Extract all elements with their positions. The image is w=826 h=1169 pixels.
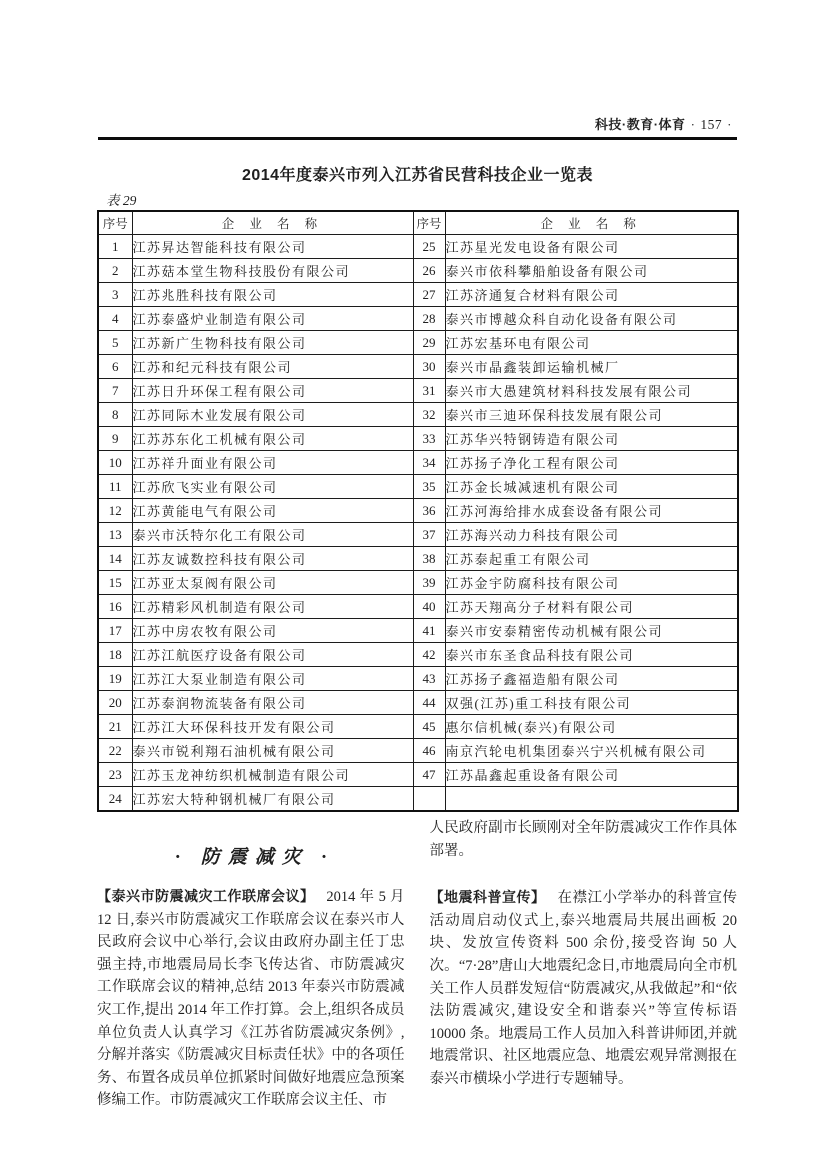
serial-cell: 31	[413, 379, 445, 403]
company-name-cell: 泰兴市晶鑫装卸运输机械厂	[445, 355, 738, 379]
company-name-cell: 南京汽轮电机集团泰兴宁兴机械有限公司	[445, 739, 738, 763]
left-text-column	[97, 817, 405, 1112]
company-name-cell: 江苏宏大特种钢机械厂有限公司	[132, 787, 413, 812]
company-name-cell: 泰兴市依科攀船舶设备有限公司	[445, 259, 738, 283]
column-header-name-right: 企 业 名 称	[445, 211, 738, 235]
separator-dot: ·	[690, 117, 696, 132]
serial-cell: 26	[413, 259, 445, 283]
table-row	[98, 523, 738, 547]
serial-cell: 39	[413, 571, 445, 595]
paragraph-text: 2014 年 5 月 12 日,泰兴市防震减灾工作联席会议在泰兴市人民政府会议中心举行,会议由政府办副主任丁忠强主持,市地震局局长李飞传达省、市防震减灾工作联席会议的精神,总结 2013 年泰兴市防震减灾工作,提出 2014 年工作打算。会上,组织各成员单位负责人认真学习《江苏省防震减灾条例》,分解并落实《防震减灾目标责任状》中的各项任务、布置各成员单位抓紧时间做好地震应急预案修编工作。市防震减灾工作联席会议主任、市	[97, 889, 405, 1109]
table-row	[98, 283, 738, 307]
serial-cell: 24	[98, 787, 132, 812]
company-name-cell: 江苏玉龙神纺织机械制造有限公司	[132, 763, 413, 787]
serial-cell: 2	[98, 259, 132, 283]
serial-cell: 20	[98, 691, 132, 715]
table-row	[98, 379, 738, 403]
company-name-cell: 双强(江苏)重工科技有限公司	[445, 691, 738, 715]
serial-cell: 9	[98, 427, 132, 451]
serial-cell: 5	[98, 331, 132, 355]
table-row	[98, 355, 738, 379]
company-name-cell: 江苏泰盛炉业制造有限公司	[132, 307, 413, 331]
table-row	[98, 235, 738, 259]
company-name-cell: 江苏金宇防腐科技有限公司	[445, 571, 738, 595]
column-header-serial-right: 序号	[413, 211, 445, 235]
serial-cell: 37	[413, 523, 445, 547]
table-row	[98, 547, 738, 571]
company-name-cell: 泰兴市沃特尔化工有限公司	[132, 523, 413, 547]
right-text-column	[430, 817, 738, 1112]
table-title: 2014年度泰兴市列入江苏省民营科技企业一览表	[241, 167, 594, 184]
table-row	[98, 259, 738, 283]
company-name-cell: 江苏宏基环电有限公司	[445, 331, 738, 355]
company-name-cell: 江苏兆胜科技有限公司	[132, 283, 413, 307]
serial-cell: 22	[98, 739, 132, 763]
serial-cell: 6	[98, 355, 132, 379]
serial-cell: 45	[413, 715, 445, 739]
serial-cell: 25	[413, 235, 445, 259]
company-name-cell: 泰兴市大愚建筑材料科技发展有限公司	[445, 379, 738, 403]
serial-cell: 40	[413, 595, 445, 619]
table-row	[98, 763, 738, 787]
table-row	[98, 571, 738, 595]
page-header	[98, 114, 737, 133]
trailing-dot: ·	[727, 117, 732, 132]
company-name-cell: 江苏昇达智能科技有限公司	[132, 235, 413, 259]
company-name-cell: 江苏泰润物流装备有限公司	[132, 691, 413, 715]
serial-cell: 42	[413, 643, 445, 667]
table-row	[98, 451, 738, 475]
table-row	[98, 307, 738, 331]
serial-cell	[413, 787, 445, 812]
serial-cell: 15	[98, 571, 132, 595]
company-name-cell: 江苏华兴特钢铸造有限公司	[445, 427, 738, 451]
company-name-cell	[445, 787, 738, 812]
company-name-cell: 泰兴市三迪环保科技发展有限公司	[445, 403, 738, 427]
company-name-cell: 江苏亚太泵阀有限公司	[132, 571, 413, 595]
serial-cell: 30	[413, 355, 445, 379]
company-name-cell: 江苏中房农牧有限公司	[132, 619, 413, 643]
company-name-cell: 江苏友诚数控科技有限公司	[132, 547, 413, 571]
table-row	[98, 667, 738, 691]
paragraph-continuation: 人民政府副市长顾刚对全年防震减灾工作作具体部署。	[429, 820, 737, 859]
company-name-cell: 江苏日升环保工程有限公司	[132, 379, 413, 403]
paragraph-text: 在襟江小学举办的科普宣传活动周启动仪式上,泰兴地震局共展出画板 20 块、发放宣传资料 500 余份,接受咨询 50 人次。“7·28”唐山大地震纪念日,市地震局向全市机关工作人员群发短信“防震减灾,从我做起”和“依法防震减灾,建设安全和谐泰兴”等宣传标语 10000 条。地震局工作人员加入科普讲师团,并就地震常识、社区地震应急、地震宏观异常测报在泰兴市横垛小学进行专题辅导。	[429, 890, 737, 1087]
serial-cell: 12	[98, 499, 132, 523]
company-name-cell: 江苏济通复合材料有限公司	[445, 283, 738, 307]
company-name-cell: 江苏扬子鑫福造船有限公司	[445, 667, 738, 691]
column-header-name-left: 企 业 名 称	[132, 211, 413, 235]
serial-cell: 44	[413, 691, 445, 715]
table-row	[98, 619, 738, 643]
serial-cell: 29	[413, 331, 445, 355]
table-body	[98, 235, 738, 812]
serial-cell: 18	[98, 643, 132, 667]
serial-cell: 38	[413, 547, 445, 571]
table-header-row	[98, 211, 738, 235]
serial-cell: 17	[98, 619, 132, 643]
company-name-cell: 江苏河海给排水成套设备有限公司	[445, 499, 738, 523]
serial-cell: 47	[413, 763, 445, 787]
header-rule	[98, 137, 737, 140]
serial-cell: 34	[413, 451, 445, 475]
serial-cell: 4	[98, 307, 132, 331]
paragraph-liaison-meeting	[97, 885, 405, 1112]
paragraph-science-outreach	[430, 886, 738, 1090]
serial-cell: 41	[413, 619, 445, 643]
serial-cell: 13	[98, 523, 132, 547]
company-name-cell: 江苏天翔高分子材料有限公司	[445, 595, 738, 619]
table-row	[98, 595, 738, 619]
serial-cell: 27	[413, 283, 445, 307]
table-row	[98, 403, 738, 427]
company-name-cell: 江苏江大泵业制造有限公司	[132, 667, 413, 691]
serial-cell: 43	[413, 667, 445, 691]
table-row	[98, 427, 738, 451]
serial-cell: 7	[98, 379, 132, 403]
company-name-cell: 泰兴市博越众科自动化设备有限公司	[445, 307, 738, 331]
serial-cell: 23	[98, 763, 132, 787]
serial-cell: 11	[98, 475, 132, 499]
company-table	[97, 210, 739, 812]
table-row	[98, 787, 738, 812]
table-row	[98, 475, 738, 499]
table-row	[98, 499, 738, 523]
serial-cell: 8	[98, 403, 132, 427]
company-name-cell: 江苏菇本堂生物科技股份有限公司	[132, 259, 413, 283]
column-header-serial-left: 序号	[98, 211, 132, 235]
company-name-cell: 江苏江航医疗设备有限公司	[132, 643, 413, 667]
table-row	[98, 739, 738, 763]
serial-cell: 33	[413, 427, 445, 451]
company-name-cell: 江苏精彩风机制造有限公司	[132, 595, 413, 619]
company-name-cell: 泰兴市安泰精密传动机械有限公司	[445, 619, 738, 643]
company-name-cell: 江苏苏东化工机械有限公司	[132, 427, 413, 451]
serial-cell: 1	[98, 235, 132, 259]
company-name-cell: 江苏泰起重工有限公司	[445, 547, 738, 571]
serial-cell: 28	[413, 307, 445, 331]
company-name-cell: 江苏江大环保科技开发有限公司	[132, 715, 413, 739]
company-name-cell: 江苏扬子净化工程有限公司	[445, 451, 738, 475]
company-name-cell: 泰兴市东圣食品科技有限公司	[445, 643, 738, 667]
company-name-cell: 惠尔信机械(泰兴)有限公司	[445, 715, 738, 739]
serial-cell: 19	[98, 667, 132, 691]
table-row	[98, 691, 738, 715]
table-row	[98, 715, 738, 739]
serial-cell: 35	[413, 475, 445, 499]
company-name-cell: 江苏新广生物科技有限公司	[132, 331, 413, 355]
serial-cell: 46	[413, 739, 445, 763]
serial-cell: 16	[98, 595, 132, 619]
serial-cell: 3	[98, 283, 132, 307]
company-name-cell: 江苏和纪元科技有限公司	[132, 355, 413, 379]
table-row	[98, 331, 738, 355]
company-name-cell: 江苏金长城减速机有限公司	[445, 475, 738, 499]
company-name-cell: 江苏星光发电设备有限公司	[445, 235, 738, 259]
table-number-label: 表 29	[106, 193, 137, 208]
company-name-cell: 江苏同际木业发展有限公司	[132, 403, 413, 427]
section-heading: · 防震减灾 ·	[175, 847, 335, 868]
serial-cell: 36	[413, 499, 445, 523]
disaster-reduction-section	[97, 817, 737, 1112]
serial-cell: 32	[413, 403, 445, 427]
paragraph-label: 【地震科普宣传】	[429, 889, 546, 906]
company-name-cell: 江苏祥升面业有限公司	[132, 451, 413, 475]
table-row	[98, 643, 738, 667]
paragraph-label: 【泰兴市防震减灾工作联席会议】	[97, 888, 315, 904]
serial-cell: 21	[98, 715, 132, 739]
company-name-cell: 江苏黄能电气有限公司	[132, 499, 413, 523]
company-name-cell: 江苏欣飞实业有限公司	[132, 475, 413, 499]
company-name-cell: 江苏海兴动力科技有限公司	[445, 523, 738, 547]
serial-cell: 14	[98, 547, 132, 571]
company-name-cell: 江苏晶鑫起重设备有限公司	[445, 763, 738, 787]
company-name-cell: 泰兴市锐利翔石油机械有限公司	[132, 739, 413, 763]
serial-cell: 10	[98, 451, 132, 475]
page-number: 157	[700, 117, 723, 132]
running-head-section: 科技·教育·体育	[594, 117, 686, 132]
